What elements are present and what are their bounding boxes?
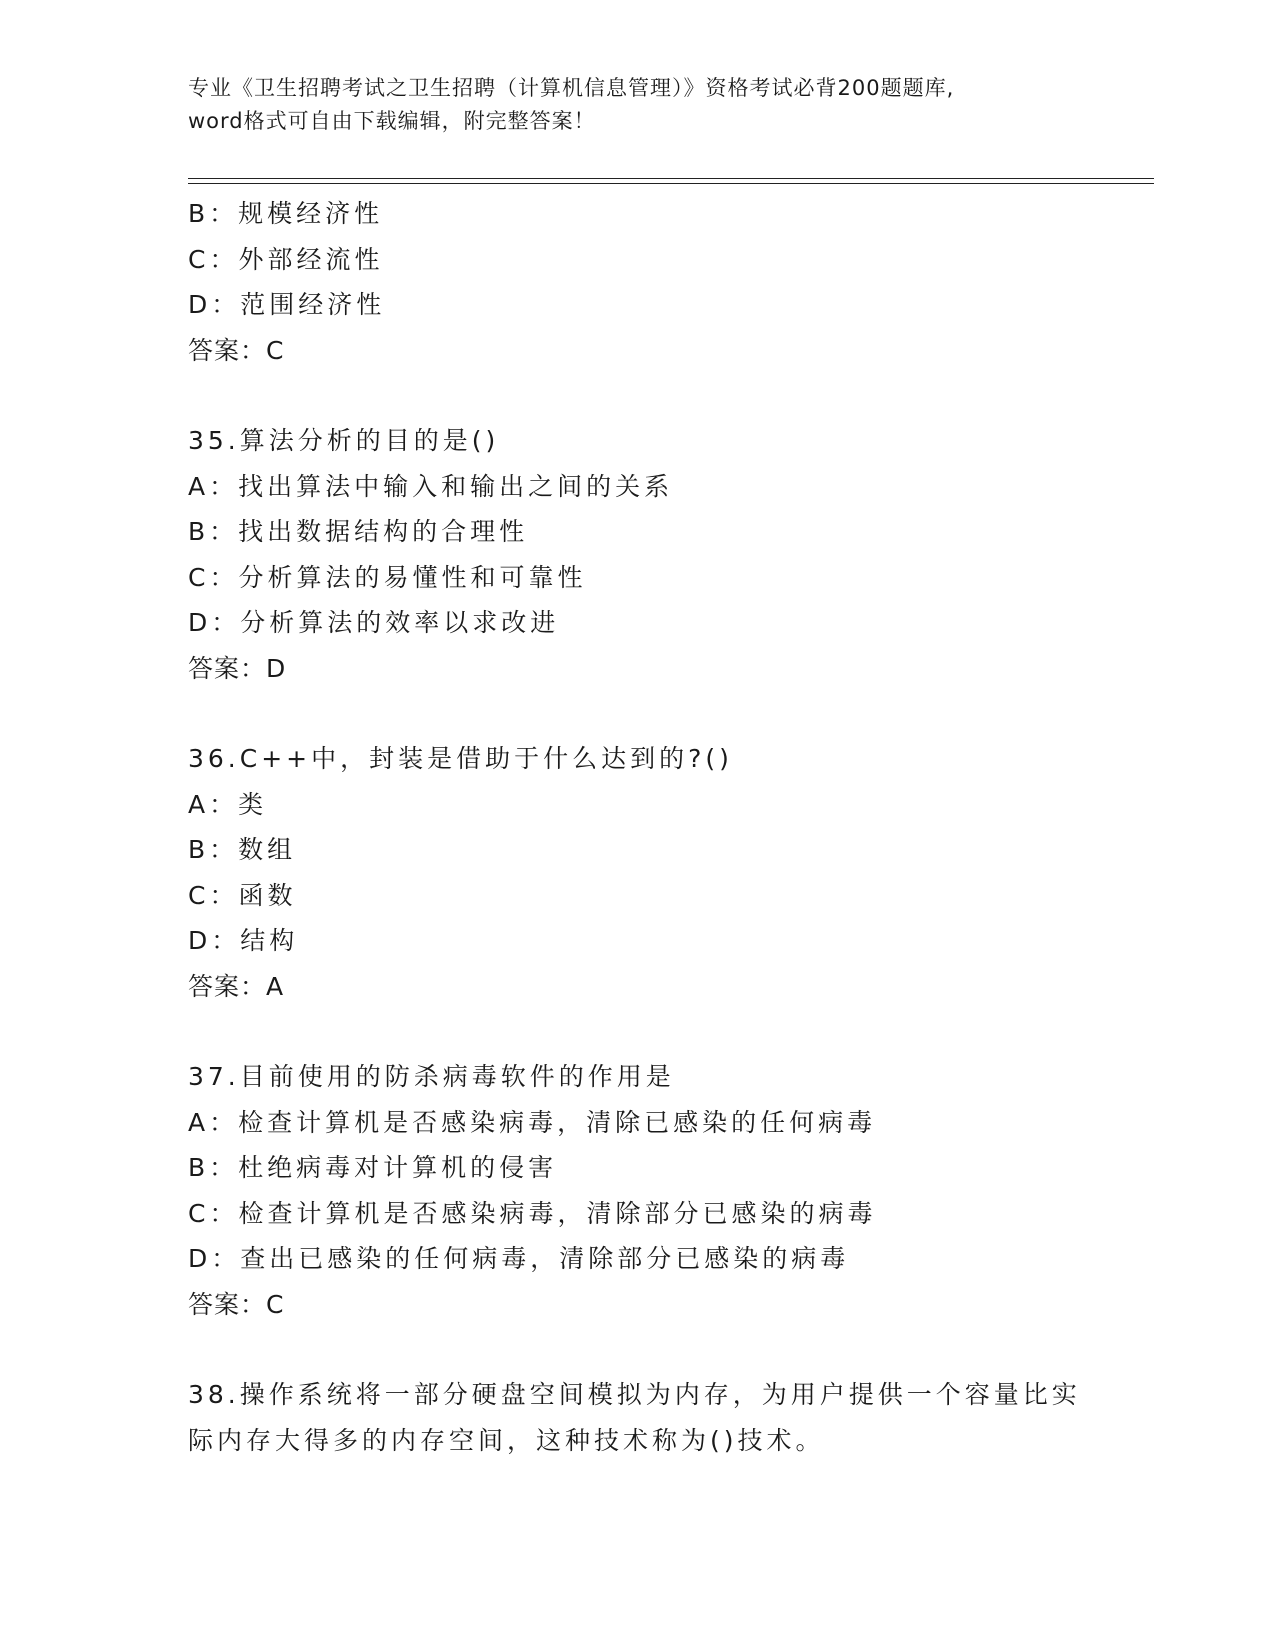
option-b: B：找出数据结构的合理性	[188, 517, 529, 546]
answer: 答案：C	[188, 1289, 285, 1319]
option-b: B：杜绝病毒对计算机的侵害	[188, 1153, 558, 1182]
question-34-continued	[188, 191, 1088, 373]
question-stem: 35.算法分析的目的是()	[188, 426, 500, 455]
option-b: B：数组	[188, 835, 297, 864]
option-d: D：结构	[188, 926, 299, 955]
answer: 答案：C	[188, 335, 285, 365]
header-title-line2: word格式可自由下载编辑，附完整答案！	[188, 109, 596, 133]
option-b: B：规模经济性	[188, 199, 384, 228]
option-c: C：函数	[188, 880, 297, 910]
option-d: D：分析算法的效率以求改进	[188, 608, 560, 637]
question-list	[188, 191, 1088, 1463]
header-title-line1: 专业《卫生招聘考试之卫生招聘（计算机信息管理）》资格考试必背200题题库,	[188, 76, 955, 100]
question-37	[188, 1054, 1088, 1327]
option-a: A：类	[188, 789, 268, 819]
option-c: C：外部经流性	[188, 244, 384, 274]
option-c: C：分析算法的易懂性和可靠性	[188, 562, 587, 592]
answer: 答案：A	[188, 971, 285, 1001]
question-stem: 36.C++中，封装是借助于什么达到的?()	[188, 744, 733, 773]
option-c: C：检查计算机是否感染病毒，清除部分已感染的病毒	[188, 1198, 877, 1228]
question-38	[188, 1372, 1088, 1463]
question-stem-line2: 际内存大得多的内存空间，这种技术称为()技术。	[188, 1425, 825, 1455]
option-a: A：检查计算机是否感染病毒，清除已感染的任何病毒	[188, 1107, 877, 1137]
question-35	[188, 418, 1088, 691]
question-stem-line1: 38.操作系统将一部分硬盘空间模拟为内存，为用户提供一个容量比实	[188, 1380, 1081, 1409]
option-a: A：找出算法中输入和输出之间的关系	[188, 471, 674, 501]
document-header	[188, 72, 1088, 138]
header-divider-top	[188, 178, 1154, 179]
option-d: D：范围经济性	[188, 290, 386, 319]
header-divider-bottom	[188, 183, 1154, 184]
answer: 答案：D	[188, 653, 287, 683]
option-d: D：查出已感染的任何病毒，清除部分已感染的病毒	[188, 1244, 850, 1273]
question-stem: 37.目前使用的防杀病毒软件的作用是	[188, 1062, 675, 1091]
question-36	[188, 736, 1088, 1009]
